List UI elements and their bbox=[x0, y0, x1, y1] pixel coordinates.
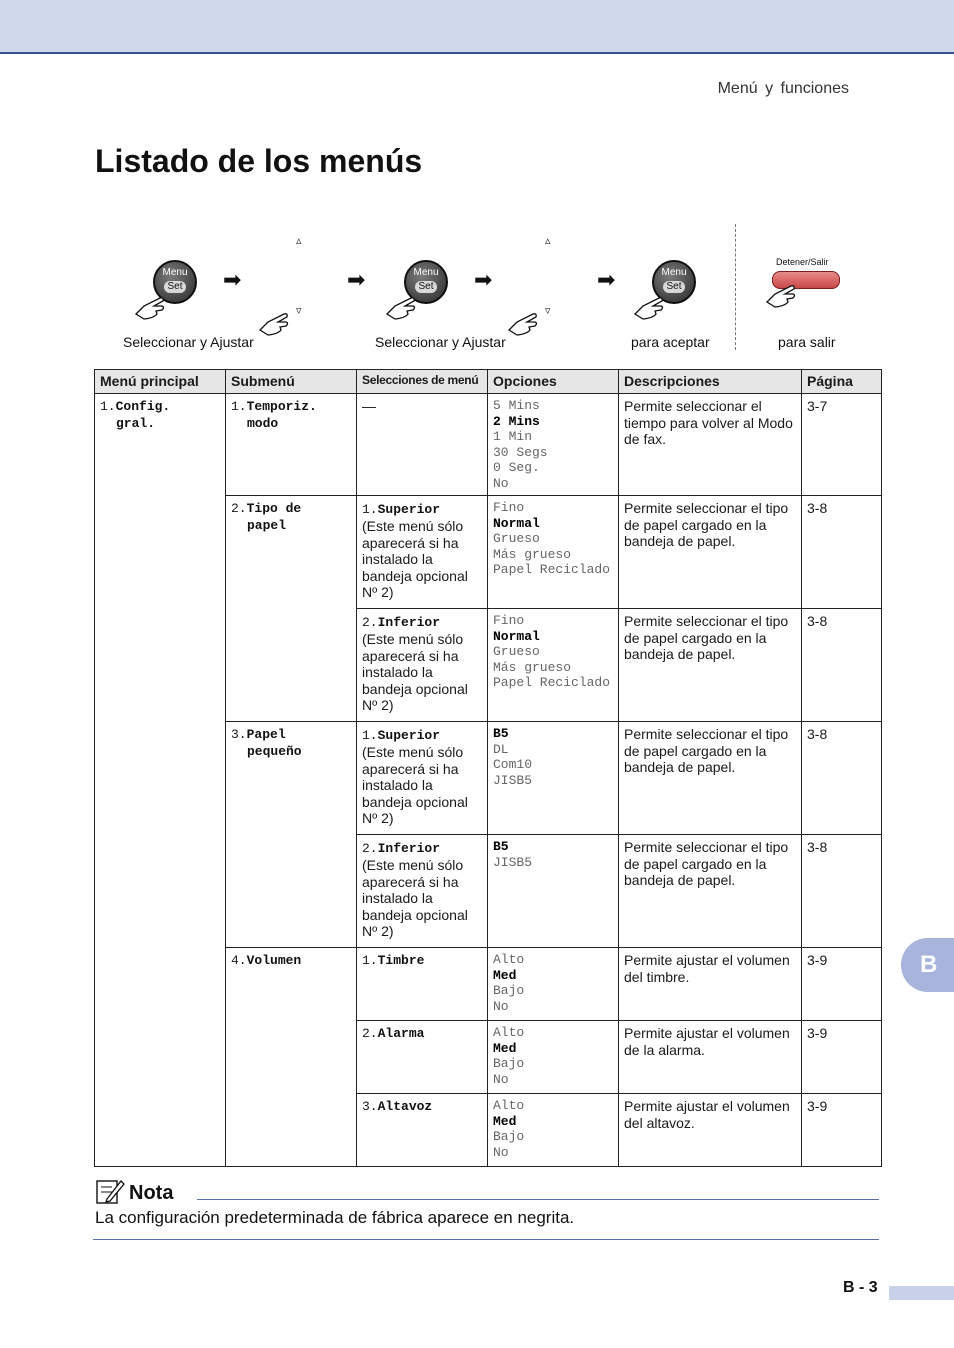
option-item: 30 Segs bbox=[493, 444, 548, 460]
option-item: Más grueso bbox=[493, 659, 572, 675]
caption-select-adjust: Seleccionar y Ajustar bbox=[375, 334, 506, 350]
selection-note: (Este menú sólo aparecerá si ha instalado la bandeja opcional Nº 2) bbox=[362, 857, 468, 939]
option-item: Papel Reciclado bbox=[493, 675, 611, 690]
key-label-set: Set bbox=[415, 281, 437, 293]
column-header: Página bbox=[802, 370, 882, 394]
submenu-label: Volumen bbox=[246, 953, 302, 968]
page-ref-cell: 3-8 bbox=[802, 722, 882, 835]
main-menu-number: 1. bbox=[100, 399, 116, 414]
options-cell bbox=[488, 496, 619, 609]
selection-cell bbox=[357, 948, 488, 1021]
options-cell bbox=[488, 1094, 619, 1167]
selection-note: (Este menú sólo aparecerá si ha instalado la bandeja opcional Nº 2) bbox=[362, 631, 468, 713]
submenu-cell bbox=[226, 948, 357, 1167]
key-label-set: Set bbox=[164, 281, 186, 293]
option-item: No bbox=[493, 475, 509, 491]
page-ref-cell: 3-7 bbox=[802, 394, 882, 496]
submenu-label-cont: papel bbox=[247, 518, 287, 533]
key-label-menu: Menu bbox=[413, 267, 439, 278]
option-item: Grueso bbox=[493, 644, 540, 659]
key-label-menu: Menu bbox=[162, 267, 188, 278]
options-cell bbox=[488, 1021, 619, 1094]
option-item: JISB5 bbox=[493, 854, 533, 870]
section-header: Menú y funciones bbox=[717, 80, 849, 97]
page-ref-cell: 3-8 bbox=[802, 496, 882, 609]
pointing-hand-icon bbox=[507, 308, 545, 338]
description-cell: Permite seleccionar el tiempo para volver al Modo de fax. bbox=[619, 394, 802, 496]
option-item: DL bbox=[493, 741, 509, 757]
top-band bbox=[0, 0, 954, 54]
submenu-cell bbox=[226, 496, 357, 722]
selection-cell bbox=[357, 1094, 488, 1167]
page-ref-cell: 3-8 bbox=[802, 835, 882, 948]
option-item-default: B5 bbox=[493, 839, 509, 854]
option-item: Bajo bbox=[493, 1056, 525, 1071]
option-item-default: Normal bbox=[493, 628, 540, 644]
note-divider bbox=[93, 1239, 879, 1240]
option-item: No bbox=[493, 998, 509, 1014]
option-item: 5 Mins bbox=[493, 398, 540, 413]
pointing-hand-icon bbox=[134, 292, 172, 322]
column-header: Submenú bbox=[226, 370, 357, 394]
option-item: Bajo bbox=[493, 983, 525, 998]
selection-label: Alarma bbox=[377, 1026, 425, 1041]
selection-cell bbox=[357, 609, 488, 722]
option-item: Fino bbox=[493, 613, 525, 628]
option-item: No bbox=[493, 1071, 509, 1087]
selection-number: 1. bbox=[362, 953, 378, 968]
note-divider bbox=[197, 1199, 879, 1200]
option-item: Más grueso bbox=[493, 546, 572, 562]
pointing-hand-icon bbox=[633, 292, 671, 322]
submenu-label: Papel bbox=[246, 727, 286, 742]
selection-label: Superior bbox=[377, 728, 441, 743]
selection-number: 2. bbox=[362, 615, 378, 630]
right-arrow-icon: ➡ bbox=[597, 267, 616, 292]
key-sequence-diagram bbox=[0, 220, 954, 360]
option-item: Bajo bbox=[493, 1129, 525, 1144]
options-cell bbox=[488, 722, 619, 835]
submenu-number: 3. bbox=[231, 727, 247, 742]
submenu-number: 2. bbox=[231, 501, 247, 516]
description-cell: Permite ajustar el volumen del altavoz. bbox=[619, 1094, 802, 1167]
description-cell: Permite seleccionar el tipo de papel cargado en la bandeja de papel. bbox=[619, 496, 802, 609]
submenu-number: 1. bbox=[231, 399, 247, 414]
main-menu-cell bbox=[95, 394, 226, 1167]
selection-note: (Este menú sólo aparecerá si ha instalado la bandeja opcional Nº 2) bbox=[362, 518, 468, 600]
menu-table bbox=[94, 369, 882, 1167]
option-item-default: Med bbox=[493, 1113, 517, 1129]
main-menu-label-cont: gral. bbox=[116, 416, 156, 431]
option-item: Papel Reciclado bbox=[493, 562, 611, 577]
note-label: Nota bbox=[129, 1182, 174, 1204]
caption-accept: para aceptar bbox=[631, 334, 710, 350]
description-cell: Permite seleccionar el tipo de papel cargado en la bandeja de papel. bbox=[619, 835, 802, 948]
option-item: Fino bbox=[493, 500, 525, 515]
note-text: La configuración predeterminada de fábrica aparece en negrita. bbox=[95, 1208, 575, 1227]
selection-label: Altavoz bbox=[377, 1099, 433, 1114]
page-ref-cell: 3-9 bbox=[802, 1021, 882, 1094]
option-item: Grueso bbox=[493, 531, 540, 546]
column-header: Selecciones de menú bbox=[357, 370, 488, 394]
caption-select-adjust: Seleccionar y Ajustar bbox=[123, 334, 254, 350]
down-key-icon: ▿ bbox=[296, 305, 302, 317]
footer-band bbox=[889, 1286, 954, 1300]
option-item: Alto bbox=[493, 952, 525, 967]
options-cell bbox=[488, 835, 619, 948]
main-menu-label: Config. bbox=[115, 399, 171, 414]
stop-exit-label: Detener/Salir bbox=[776, 257, 829, 267]
submenu-label: Temporiz. bbox=[246, 399, 317, 414]
option-item-default: Normal bbox=[493, 515, 540, 531]
selection-cell bbox=[357, 1021, 488, 1094]
up-key-icon: ▵ bbox=[545, 235, 551, 247]
page-title: Listado de los menús bbox=[95, 143, 423, 179]
down-key-icon: ▿ bbox=[545, 305, 551, 317]
selection-label: Inferior bbox=[377, 615, 441, 630]
right-arrow-icon: ➡ bbox=[474, 267, 493, 292]
page-ref-cell: 3-9 bbox=[802, 1094, 882, 1167]
selection-number: 3. bbox=[362, 1099, 378, 1114]
description-cell: Permite seleccionar el tipo de papel cargado en la bandeja de papel. bbox=[619, 722, 802, 835]
selection-number: 2. bbox=[362, 841, 378, 856]
column-header: Descripciones bbox=[619, 370, 802, 394]
selection-number: 2. bbox=[362, 1026, 378, 1041]
submenu-cell bbox=[226, 722, 357, 948]
page-ref-cell: 3-9 bbox=[802, 948, 882, 1021]
description-cell: Permite ajustar el volumen de la alarma. bbox=[619, 1021, 802, 1094]
option-item: Alto bbox=[493, 1025, 525, 1040]
option-item: Com10 bbox=[493, 757, 533, 772]
option-item: 0 Seg. bbox=[493, 460, 540, 475]
note-pencil-icon bbox=[95, 1177, 125, 1205]
option-item: JISB5 bbox=[493, 772, 533, 788]
pointing-hand-icon bbox=[385, 292, 423, 322]
table-header-row bbox=[95, 370, 882, 394]
option-item: 1 Min bbox=[493, 429, 533, 444]
options-cell bbox=[488, 948, 619, 1021]
pointing-hand-icon bbox=[258, 308, 296, 338]
key-label-menu: Menu bbox=[661, 267, 687, 278]
selection-number: 1. bbox=[362, 728, 378, 743]
selection-cell: — bbox=[357, 394, 488, 496]
selection-label: Inferior bbox=[377, 841, 441, 856]
chapter-tab: B bbox=[901, 938, 954, 992]
option-item: No bbox=[493, 1144, 509, 1160]
submenu-label-cont: pequeño bbox=[247, 744, 302, 759]
right-arrow-icon: ➡ bbox=[347, 267, 366, 292]
selection-number: 1. bbox=[362, 502, 378, 517]
selection-cell bbox=[357, 496, 488, 609]
option-item-default: B5 bbox=[493, 726, 509, 741]
page-ref-cell: 3-8 bbox=[802, 609, 882, 722]
option-item-default: 2 Mins bbox=[493, 413, 540, 429]
caption-exit: para salir bbox=[778, 334, 836, 350]
selection-note: (Este menú sólo aparecerá si ha instalado la bandeja opcional Nº 2) bbox=[362, 744, 468, 826]
options-cell bbox=[488, 394, 619, 496]
submenu-label-cont: modo bbox=[247, 416, 279, 431]
submenu-number: 4. bbox=[231, 953, 247, 968]
submenu-label: Tipo de bbox=[246, 501, 302, 516]
table-row bbox=[95, 394, 882, 496]
description-cell: Permite ajustar el volumen del timbre. bbox=[619, 948, 802, 1021]
right-arrow-icon: ➡ bbox=[223, 267, 242, 292]
column-header: Menú principal bbox=[95, 370, 226, 394]
divider-dashed bbox=[735, 224, 736, 350]
selection-cell bbox=[357, 722, 488, 835]
option-item-default: Med bbox=[493, 967, 517, 983]
submenu-cell bbox=[226, 394, 357, 496]
column-header: Opciones bbox=[488, 370, 619, 394]
options-cell bbox=[488, 609, 619, 722]
selection-label: Timbre bbox=[377, 953, 425, 968]
option-item: Alto bbox=[493, 1098, 525, 1113]
option-item-default: Med bbox=[493, 1040, 517, 1056]
up-key-icon: ▵ bbox=[296, 235, 302, 247]
page-number: B - 3 bbox=[843, 1279, 878, 1296]
selection-cell bbox=[357, 835, 488, 948]
selection-label: Superior bbox=[377, 502, 441, 517]
key-label-set: Set bbox=[663, 281, 685, 293]
pointing-hand-icon bbox=[765, 280, 803, 310]
description-cell: Permite seleccionar el tipo de papel cargado en la bandeja de papel. bbox=[619, 609, 802, 722]
